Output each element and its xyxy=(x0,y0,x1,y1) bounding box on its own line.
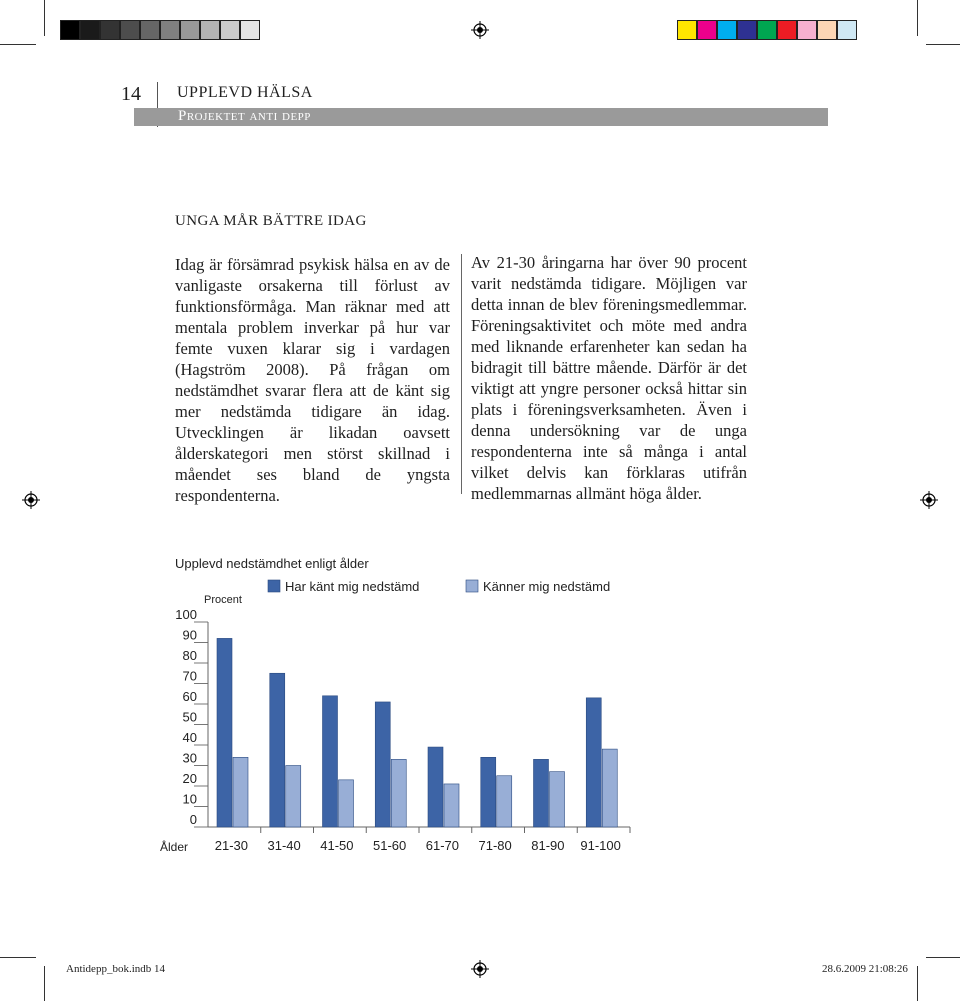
x-tick-label: 91-100 xyxy=(580,838,621,853)
color-swatch xyxy=(737,20,757,40)
x-axis-label: Ålder xyxy=(160,840,189,854)
bar xyxy=(534,759,549,827)
bar-chart xyxy=(150,572,670,872)
registration-mark-icon xyxy=(22,491,40,509)
x-tick-label: 21-30 xyxy=(214,838,248,853)
color-swatch xyxy=(837,20,857,40)
left-column-text: Idag är försämrad psykisk hälsa en av de vanligaste orsakerna till förlust av funktionsförmåga. Man räknar med att mentala problem inverkar på hur var femte vuxen klarar sig i vardagen (Hagström 2008). På frågan om nedstämdhet svarar flera att de känt sig mer nedstämda tidigare än idag. Utvecklingen är likadan oavsett ålderskategori men störst skillnad i måendet ses bland de yngsta respondenterna. xyxy=(175,255,450,505)
color-swatch xyxy=(200,20,220,40)
color-swatch xyxy=(757,20,777,40)
color-swatch xyxy=(60,20,80,40)
color-swatch xyxy=(677,20,697,40)
color-swatch xyxy=(697,20,717,40)
bar xyxy=(497,776,512,827)
y-tick-label: 100 xyxy=(175,607,197,622)
color-swatch xyxy=(240,20,260,40)
y-tick-label: 80 xyxy=(182,648,197,663)
color-swatch xyxy=(797,20,817,40)
bar xyxy=(339,780,354,827)
footer-timestamp: 28.6.2009 21:08:26 xyxy=(822,963,908,975)
column-divider xyxy=(461,254,462,494)
x-tick-label: 81-90 xyxy=(531,838,565,853)
crop-mark xyxy=(0,44,36,45)
bar xyxy=(217,638,232,827)
running-head-subtitle: Projektet anti depp xyxy=(178,108,311,124)
legend-swatch xyxy=(466,580,478,592)
y-tick-label: 70 xyxy=(182,668,197,684)
chart-title: Upplevd nedstämdhet enligt ålder xyxy=(175,556,369,571)
x-tick-label: 71-80 xyxy=(478,838,512,853)
crop-mark xyxy=(917,966,918,1001)
color-swatch xyxy=(220,20,240,40)
bar xyxy=(323,696,338,827)
crop-mark xyxy=(917,0,918,36)
y-tick-label: 20 xyxy=(182,771,197,786)
y-tick-label: 50 xyxy=(182,709,197,725)
color-swatch xyxy=(100,20,120,40)
color-swatch xyxy=(120,20,140,40)
bar xyxy=(375,702,390,827)
bar xyxy=(391,759,406,827)
registration-mark-icon xyxy=(920,491,938,509)
registration-mark-icon xyxy=(471,960,489,978)
x-tick-label: 41-50 xyxy=(320,838,354,853)
page-number: 14 xyxy=(121,83,141,105)
y-tick-label: 30 xyxy=(182,750,197,766)
y-axis-label: Procent xyxy=(204,594,242,606)
y-tick-label: 60 xyxy=(182,689,197,704)
crop-mark xyxy=(44,0,45,36)
color-swatch xyxy=(717,20,737,40)
y-tick-label: 40 xyxy=(182,730,197,745)
bar xyxy=(428,747,443,827)
color-swatch xyxy=(160,20,180,40)
crop-mark xyxy=(926,44,960,45)
legend-label: Känner mig nedstämd xyxy=(483,579,611,594)
bar xyxy=(270,673,285,827)
color-swatch xyxy=(817,20,837,40)
legend-swatch xyxy=(268,580,280,592)
bar xyxy=(444,784,459,827)
color-swatch xyxy=(777,20,797,40)
color-swatch-strip xyxy=(677,20,857,40)
registration-mark-icon xyxy=(471,21,489,39)
y-tick-label: 10 xyxy=(182,791,197,807)
gray-swatch-strip xyxy=(60,20,260,40)
crop-mark xyxy=(926,957,960,958)
section-title: UNGA MÅR BÄTTRE IDAG xyxy=(175,213,367,229)
bar xyxy=(602,749,617,827)
x-tick-label: 31-40 xyxy=(267,838,301,853)
footer-file: Antidepp_bok.indb 14 xyxy=(66,963,165,975)
x-tick-label: 51-60 xyxy=(373,838,407,853)
crop-mark xyxy=(0,957,36,958)
legend-label: Har känt mig nedstämd xyxy=(285,579,420,594)
color-swatch xyxy=(180,20,200,40)
bar xyxy=(286,766,301,828)
color-swatch xyxy=(140,20,160,40)
bar xyxy=(481,757,496,827)
color-swatch xyxy=(80,20,100,40)
x-tick-label: 61-70 xyxy=(425,838,459,853)
running-head-title: UPPLEVD HÄLSA xyxy=(177,84,313,101)
crop-mark xyxy=(44,966,45,1001)
bar xyxy=(233,757,248,827)
bar xyxy=(586,698,601,827)
right-column-text: Av 21-30 åringarna har över 90 procent varit nedstämda tidigare. Möjligen var detta innan de blev föreningsmedlemmar. Föreningsaktivitet och möte med andra med liknande erfarenheter kan sedan ha bidragit till bättre mående. Därför är det viktigt att yngre personer också hittar sin plats i föreningsverksamheten. Även i denna undersökning var de unga respondenterna inte så många i antal vilket delvis kan förklaras utifrån medlemmarnas allmänt höga ålder. xyxy=(471,253,747,503)
bar xyxy=(550,772,565,827)
y-tick-label: 90 xyxy=(182,627,197,643)
y-tick-label: 0 xyxy=(189,812,197,827)
